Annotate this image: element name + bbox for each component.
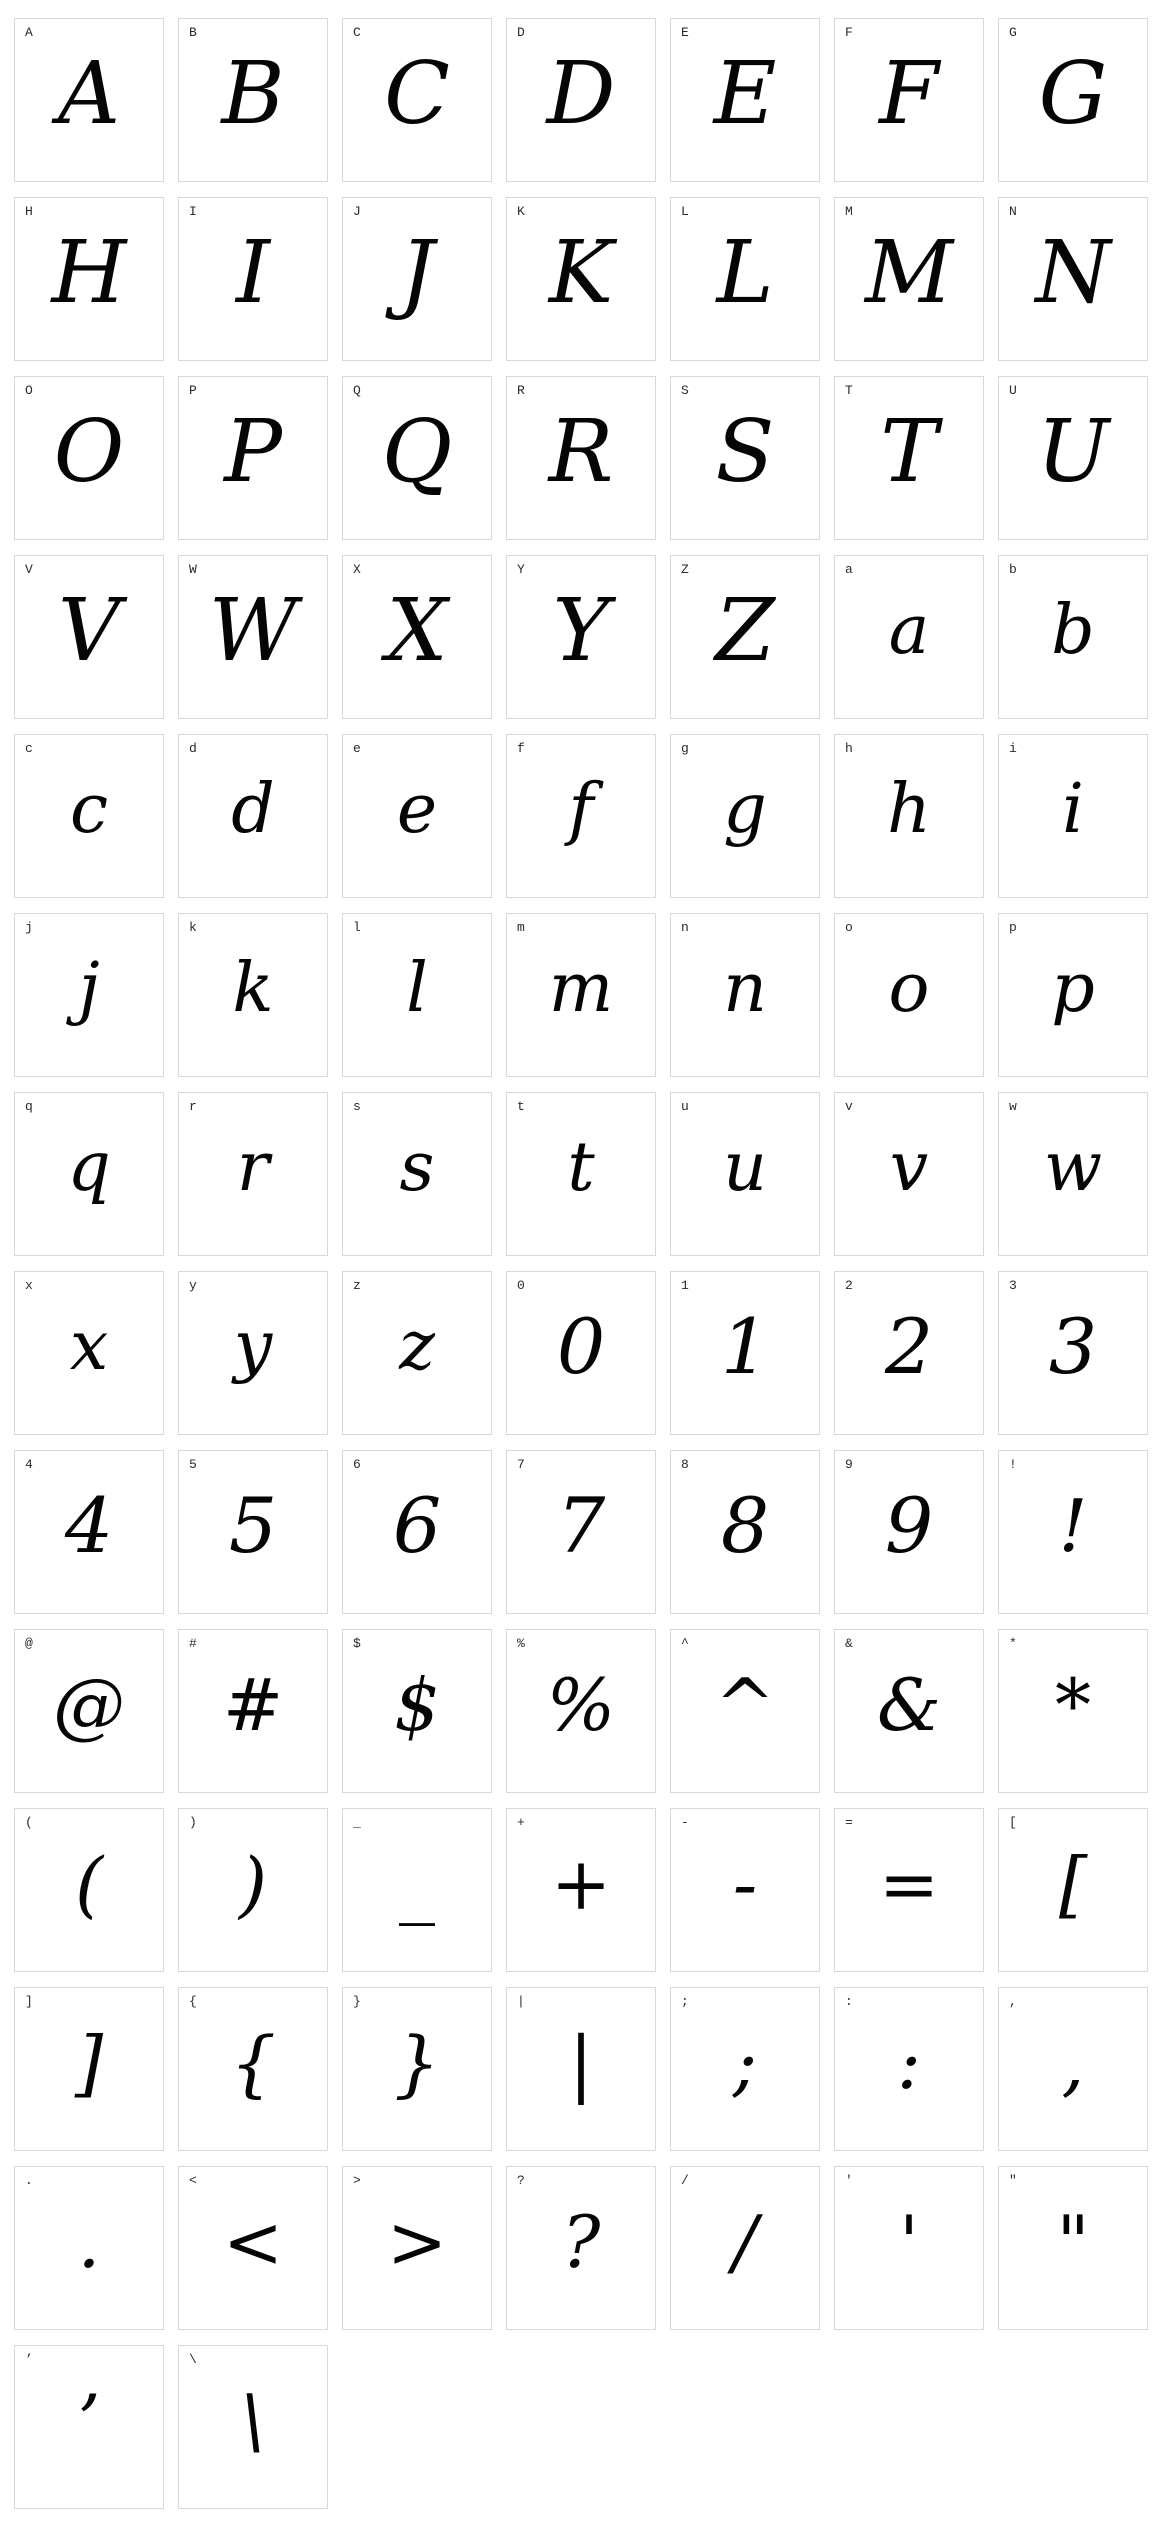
glyph-cell [14, 1808, 164, 1972]
glyph-preview: S [715, 402, 775, 502]
glyph-preview: Y [552, 581, 610, 681]
glyph-label: y [189, 1278, 197, 1293]
glyph-cell [342, 913, 492, 1077]
glyph-cell [998, 1808, 1148, 1972]
glyph-preview: % [546, 1663, 616, 1747]
glyph-label: b [1009, 562, 1017, 577]
glyph-label: @ [25, 1636, 33, 1651]
glyph-preview: L [716, 223, 774, 323]
glyph-preview: c [69, 770, 109, 849]
glyph-label: * [1009, 1636, 1017, 1651]
glyph-cell [178, 1629, 328, 1793]
glyph-preview: x [69, 1307, 109, 1386]
glyph-preview: | [568, 2021, 594, 2105]
glyph-cell [670, 1092, 820, 1256]
glyph-cell [14, 2166, 164, 2330]
glyph-preview: { [230, 2021, 276, 2105]
glyph-label: E [681, 25, 689, 40]
glyph-cell [506, 197, 656, 361]
glyph-label: a [845, 562, 853, 577]
glyph-label: u [681, 1099, 689, 1114]
glyph-cell [14, 1629, 164, 1793]
glyph-label: # [189, 1636, 197, 1651]
glyph-label: Y [517, 562, 525, 577]
glyph-cell [834, 1987, 984, 2151]
glyph-preview: k [232, 949, 274, 1028]
glyph-cell [834, 1808, 984, 1972]
glyph-cell [670, 1987, 820, 2151]
glyph-preview: _ [399, 1842, 435, 1926]
glyph-preview: j [78, 949, 100, 1028]
glyph-cell [998, 555, 1148, 719]
glyph-label: z [353, 1278, 361, 1293]
glyph-cell [670, 1629, 820, 1793]
glyph-preview: 9 [884, 1481, 934, 1570]
glyph-preview: I [236, 223, 270, 323]
glyph-cell [506, 2166, 656, 2330]
glyph-cell [834, 197, 984, 361]
glyph-label: 2 [845, 1278, 853, 1293]
glyph-preview: g [723, 770, 767, 849]
glyph-preview: ? [561, 2200, 601, 2284]
glyph-preview: T [880, 402, 938, 502]
glyph-cell [14, 1450, 164, 1614]
glyph-preview: s [399, 1128, 435, 1207]
glyph-cell [178, 18, 328, 182]
glyph-cell [506, 1808, 656, 1972]
glyph-cell [14, 18, 164, 182]
glyph-cell [14, 913, 164, 1077]
glyph-label: } [353, 1994, 361, 2009]
glyph-cell [14, 555, 164, 719]
glyph-label: F [845, 25, 853, 40]
glyph-label: i [1009, 741, 1017, 756]
glyph-cell [998, 1450, 1148, 1614]
glyph-label: w [1009, 1099, 1017, 1114]
glyph-label: . [25, 2173, 33, 2188]
glyph-preview: P [224, 402, 282, 502]
glyph-cell [834, 2166, 984, 2330]
glyph-cell [178, 1808, 328, 1972]
glyph-cell [506, 1987, 656, 2151]
glyph-cell [178, 2345, 328, 2509]
glyph-cell [178, 376, 328, 540]
glyph-cell [14, 1271, 164, 1435]
glyph-preview: 8 [720, 1481, 770, 1570]
glyph-preview: h [887, 770, 931, 849]
glyph-preview: K [548, 223, 614, 323]
glyph-preview: / [732, 2200, 758, 2284]
glyph-label: o [845, 920, 853, 935]
glyph-label: O [25, 383, 33, 398]
glyph-cell [506, 1450, 656, 1614]
glyph-cell [506, 1092, 656, 1256]
glyph-cell [178, 197, 328, 361]
glyph-label: k [189, 920, 197, 935]
glyph-preview: " [1056, 2200, 1090, 2284]
glyph-label: e [353, 741, 361, 756]
glyph-preview: V [57, 581, 121, 681]
glyph-cell [834, 1271, 984, 1435]
glyph-preview: i [1062, 770, 1084, 849]
glyph-label: j [25, 920, 33, 935]
glyph-preview: ^ [714, 1663, 776, 1747]
glyph-label: - [681, 1815, 689, 1830]
glyph-preview: n [723, 949, 767, 1028]
glyph-label: t [517, 1099, 525, 1114]
glyph-preview: 2 [884, 1302, 934, 1391]
glyph-preview: = [878, 1842, 940, 1926]
glyph-label: 4 [25, 1457, 33, 1472]
glyph-label: G [1009, 25, 1017, 40]
glyph-cell [342, 1808, 492, 1972]
glyph-label: | [517, 1994, 525, 2009]
glyph-preview: 5 [228, 1481, 278, 1570]
glyph-preview: 0 [556, 1302, 606, 1391]
glyph-label: Q [353, 383, 361, 398]
glyph-label: , [1009, 1994, 1017, 2009]
glyph-preview: @ [53, 1663, 125, 1747]
glyph-label: 9 [845, 1457, 853, 1472]
glyph-label: 1 [681, 1278, 689, 1293]
glyph-preview: R [548, 402, 614, 502]
glyph-preview: l [406, 949, 428, 1028]
glyph-label: Z [681, 562, 689, 577]
glyph-preview: p [1051, 949, 1095, 1028]
glyph-label: p [1009, 920, 1017, 935]
glyph-preview: - [732, 1842, 758, 1926]
glyph-label: d [189, 741, 197, 756]
glyph-preview: Z [715, 581, 775, 681]
glyph-label: q [25, 1099, 33, 1114]
glyph-label: 5 [189, 1457, 197, 1472]
glyph-label: D [517, 25, 525, 40]
glyph-preview: A [57, 44, 121, 144]
glyph-label: 8 [681, 1457, 689, 1472]
glyph-cell [342, 197, 492, 361]
glyph-cell [834, 1092, 984, 1256]
glyph-label: T [845, 383, 853, 398]
glyph-preview: X [386, 581, 448, 681]
glyph-cell [342, 555, 492, 719]
glyph-cell [998, 734, 1148, 898]
glyph-cell [14, 734, 164, 898]
glyph-label: ) [189, 1815, 197, 1830]
glyph-cell [998, 913, 1148, 1077]
glyph-preview: D [546, 44, 616, 144]
glyph-label: m [517, 920, 525, 935]
glyph-preview: u [723, 1128, 767, 1207]
glyph-cell [506, 1629, 656, 1793]
glyph-preview: > [386, 2200, 448, 2284]
glyph-preview: U [1036, 402, 1110, 502]
glyph-cell [670, 1808, 820, 1972]
glyph-label: H [25, 204, 33, 219]
glyph-preview: # [222, 1663, 284, 1747]
glyph-cell [178, 555, 328, 719]
glyph-cell [834, 913, 984, 1077]
glyph-cell [998, 197, 1148, 361]
glyph-label: 6 [353, 1457, 361, 1472]
glyph-preview: 4 [64, 1481, 114, 1570]
glyph-label: x [25, 1278, 33, 1293]
glyph-cell [506, 555, 656, 719]
glyph-label: n [681, 920, 689, 935]
glyph-preview: , [1061, 2021, 1085, 2105]
glyph-cell [342, 376, 492, 540]
glyph-label: h [845, 741, 853, 756]
glyph-preview: r [236, 1128, 270, 1207]
glyph-label: L [681, 204, 689, 219]
glyph-label: N [1009, 204, 1017, 219]
glyph-label: g [681, 741, 689, 756]
glyph-cell [670, 1450, 820, 1614]
glyph-cell [834, 1629, 984, 1793]
glyph-label: X [353, 562, 361, 577]
glyph-cell [998, 1271, 1148, 1435]
glyph-label: [ [1009, 1815, 1017, 1830]
glyph-cell [14, 1987, 164, 2151]
glyph-preview: d [231, 770, 275, 849]
glyph-preview: q [67, 1128, 111, 1207]
glyph-preview: : [896, 2021, 922, 2105]
glyph-label: / [681, 2173, 689, 2188]
glyph-preview: . [77, 2200, 101, 2284]
glyph-cell [998, 18, 1148, 182]
glyph-label: ] [25, 1994, 33, 2009]
glyph-preview: $ [394, 1663, 440, 1747]
glyph-label: > [353, 2173, 361, 2188]
glyph-preview: v [889, 1128, 929, 1207]
glyph-label: c [25, 741, 33, 756]
glyph-label: + [517, 1815, 525, 1830]
glyph-preview: y [233, 1307, 273, 1386]
glyph-preview: H [51, 223, 127, 323]
glyph-preview: ) [238, 1842, 268, 1926]
glyph-cell [670, 197, 820, 361]
glyph-cell [342, 1271, 492, 1435]
glyph-preview: J [399, 223, 435, 323]
glyph-preview: ’ [77, 2379, 101, 2463]
glyph-label: ' [845, 2173, 853, 2188]
glyph-label: { [189, 1994, 197, 2009]
glyph-preview: } [394, 2021, 440, 2105]
glyph-cell [342, 2166, 492, 2330]
glyph-preview: ; [732, 2021, 758, 2105]
glyph-label: ^ [681, 1636, 689, 1651]
glyph-label: I [189, 204, 197, 219]
glyph-cell [670, 1271, 820, 1435]
glyph-cell [178, 1450, 328, 1614]
glyph-cell [670, 376, 820, 540]
glyph-preview: C [384, 44, 450, 144]
glyph-preview: B [221, 44, 285, 144]
glyph-cell [14, 376, 164, 540]
glyph-label: ; [681, 1994, 689, 2009]
glyph-preview: W [208, 581, 298, 681]
glyph-cell [998, 376, 1148, 540]
glyph-preview: 7 [556, 1481, 606, 1570]
glyph-preview: 1 [720, 1302, 770, 1391]
glyph-label: & [845, 1636, 853, 1651]
glyph-preview: O [53, 402, 125, 502]
glyph-cell [342, 1092, 492, 1256]
glyph-preview: G [1038, 44, 1108, 144]
glyph-cell [998, 1629, 1148, 1793]
glyph-cell [998, 2166, 1148, 2330]
glyph-preview: M [864, 223, 954, 323]
glyph-label: 3 [1009, 1278, 1017, 1293]
glyph-label: K [517, 204, 525, 219]
glyph-label: r [189, 1099, 197, 1114]
glyph-cell [14, 1092, 164, 1256]
glyph-cell [670, 555, 820, 719]
glyph-cell [670, 18, 820, 182]
glyph-preview: b [1051, 591, 1095, 670]
glyph-label: 7 [517, 1457, 525, 1472]
glyph-preview: e [396, 770, 438, 849]
glyph-label: l [353, 920, 361, 935]
glyph-cell [998, 1092, 1148, 1256]
glyph-label: C [353, 25, 361, 40]
glyph-label: W [189, 562, 197, 577]
glyph-preview: w [1043, 1128, 1103, 1207]
glyph-cell [834, 555, 984, 719]
glyph-preview: ' [899, 2200, 919, 2284]
glyph-cell [506, 913, 656, 1077]
glyph-cell [178, 913, 328, 1077]
glyph-cell [342, 1987, 492, 2151]
glyph-preview: a [888, 591, 930, 670]
glyph-preview: t [567, 1128, 595, 1207]
glyph-cell [834, 734, 984, 898]
glyph-preview: < [222, 2200, 284, 2284]
glyph-preview: \ [240, 2379, 266, 2463]
glyph-label: % [517, 1636, 525, 1651]
glyph-label: f [517, 741, 525, 756]
glyph-label: v [845, 1099, 853, 1114]
glyph-preview: * [1055, 1663, 1091, 1747]
glyph-label: S [681, 383, 689, 398]
glyph-cell [14, 197, 164, 361]
glyph-cell [342, 1450, 492, 1614]
glyph-label: s [353, 1099, 361, 1114]
glyph-cell [178, 2166, 328, 2330]
glyph-label: R [517, 383, 525, 398]
glyph-preview: f [568, 770, 594, 849]
glyph-preview: 3 [1048, 1302, 1098, 1391]
glyph-cell [506, 18, 656, 182]
glyph-cell [506, 376, 656, 540]
glyph-label: \ [189, 2352, 197, 2367]
glyph-cell [178, 734, 328, 898]
glyph-label: P [189, 383, 197, 398]
glyph-preview: F [879, 44, 939, 144]
glyph-label: = [845, 1815, 853, 1830]
glyph-preview: & [876, 1663, 942, 1747]
glyph-label: A [25, 25, 33, 40]
glyph-preview: ( [74, 1842, 104, 1926]
glyph-cell [342, 1629, 492, 1793]
glyph-cell [834, 376, 984, 540]
glyph-cell [670, 2166, 820, 2330]
glyph-cell [834, 1450, 984, 1614]
glyph-preview: E [713, 44, 777, 144]
glyph-label: ! [1009, 1457, 1017, 1472]
glyph-cell [670, 734, 820, 898]
glyph-cell [178, 1092, 328, 1256]
glyph-label: _ [353, 1815, 361, 1830]
glyph-preview: z [399, 1307, 435, 1386]
glyph-label: 0 [517, 1278, 525, 1293]
glyph-cell [342, 734, 492, 898]
glyph-preview: ! [1058, 1484, 1088, 1568]
glyph-preview: m [548, 949, 614, 1028]
glyph-label: ’ [25, 2352, 33, 2367]
glyph-cell [670, 913, 820, 1077]
glyph-label: B [189, 25, 197, 40]
glyph-label: U [1009, 383, 1017, 398]
glyph-preview: [ [1058, 1842, 1088, 1926]
glyph-cell [834, 18, 984, 182]
glyph-label: V [25, 562, 33, 577]
glyph-preview: N [1035, 223, 1111, 323]
glyph-cell [506, 734, 656, 898]
glyph-cell [342, 18, 492, 182]
glyph-preview: ] [74, 2021, 104, 2105]
glyph-cell [178, 1987, 328, 2151]
glyph-preview: + [550, 1842, 612, 1926]
glyph-label: : [845, 1994, 853, 2009]
glyph-label: ( [25, 1815, 33, 1830]
glyph-preview: o [888, 949, 930, 1028]
glyph-label: J [353, 204, 361, 219]
glyph-cell [506, 1271, 656, 1435]
glyph-label: ? [517, 2173, 525, 2188]
glyph-cell [14, 2345, 164, 2509]
glyph-label: < [189, 2173, 197, 2188]
glyph-label: $ [353, 1636, 361, 1651]
glyph-label: " [1009, 2173, 1017, 2188]
glyph-preview: 6 [392, 1481, 442, 1570]
glyph-cell [998, 1987, 1148, 2151]
glyph-label: M [845, 204, 853, 219]
glyph-cell [178, 1271, 328, 1435]
glyph-preview: Q [381, 402, 453, 502]
